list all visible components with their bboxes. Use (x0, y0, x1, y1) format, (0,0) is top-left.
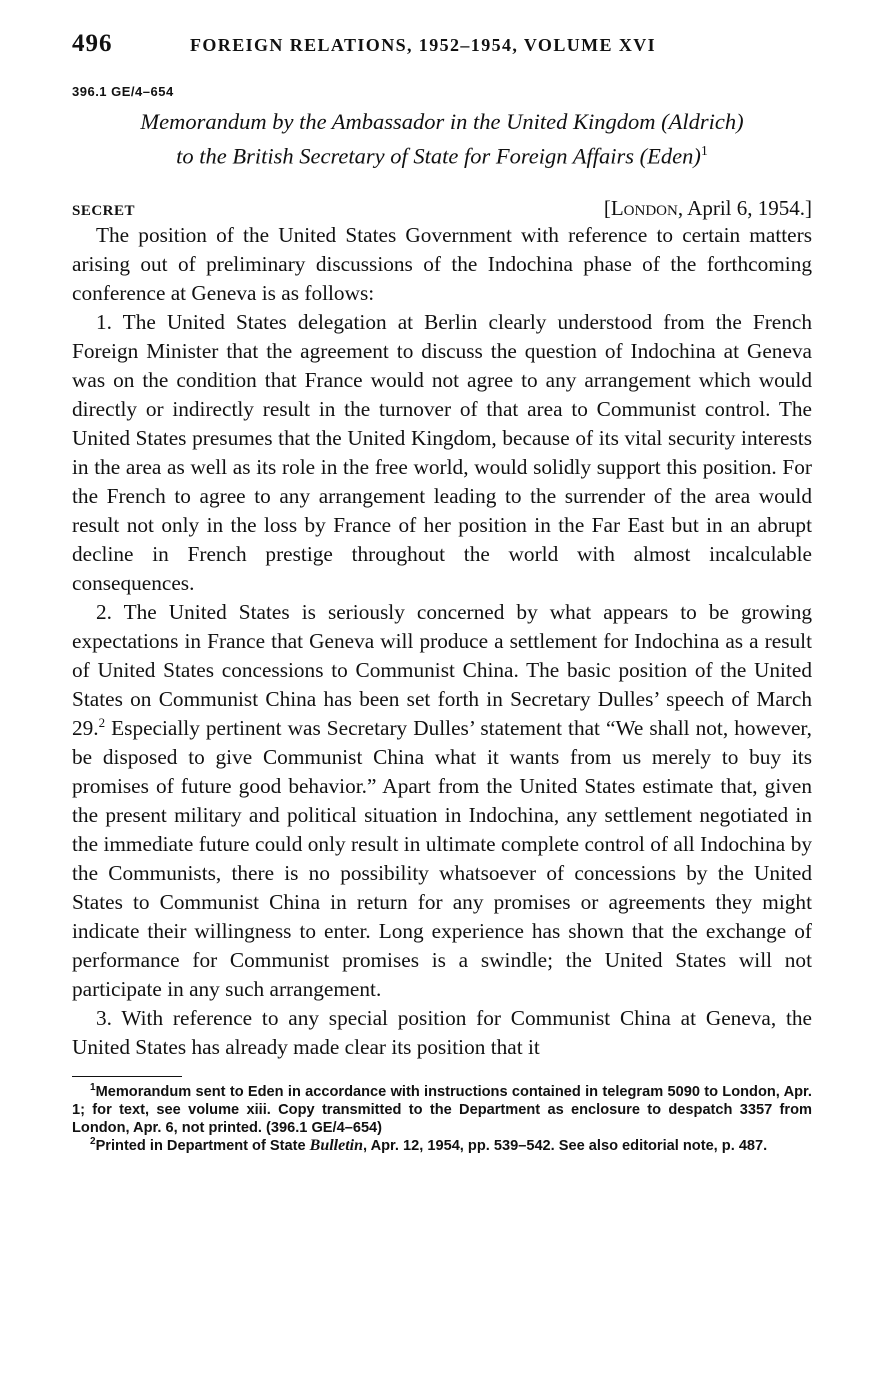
footnote-1-text: Memorandum sent to Eden in accordance with instructions contained in telegram 5090 to London, Apr. 1; for text, see volume xiii. Copy transmitted to the Department as enclosure to despatch 3357 from London, Apr. 6, not printed. (396.1 GE/4–654) (72, 1083, 812, 1136)
footnote-2-mark: 2 (90, 1135, 96, 1147)
footnote-2 (72, 1137, 812, 1155)
dateline-place: London (610, 195, 678, 220)
footnote-1 (72, 1083, 812, 1137)
file-reference: 396.1 GE/4–654 (72, 84, 174, 99)
paragraph-2-part-b: Especially pertinent was Secretary Dulles’ statement that “We shall not, however, be disposed to give Communist China what it wants from us merely to buy its promises of future good behavior.” Apart from the United States estimate that, given the present military and political situation in Indochina, any settlement negotiated in the immediate future could only result in ultimate complete control of all Indochina by the Communists, there is no possibility whatsoever of concessions by the United States to Communist China in return for any promises or agreements they might indicate their willingness to enter. Long experience has shown that the exchange of performance for Communist promises is a swindle; the United States will not participate in any such arrangement. (72, 715, 812, 1001)
title-footnote-ref: 1 (700, 144, 708, 159)
footnote-1-mark: 1 (90, 1081, 96, 1093)
footnote-2-post: , Apr. 12, 1954, pp. 539–542. See also editorial note, p. 487. (363, 1137, 768, 1154)
title-line-2 (72, 137, 812, 172)
running-head: FOREIGN RELATIONS, 1952–1954, VOLUME XVI (190, 35, 657, 55)
dateline-bracket: [ (603, 195, 611, 220)
paragraph-2-part-a: 2. The United States is seriously concerned by what appears to be growing expectations in France that Geneva will produce a settlement for Indochina as a result of United States concessions to Communist China. The basic position of the United States on Communist China has been set forth in Secretary Dulles’ speech of March 29. (72, 599, 812, 740)
paragraph-2-footnote-ref: 2 (98, 714, 106, 730)
title-line-1: Memorandum by the Ambassador in the United Kingdom (Aldrich) (140, 109, 744, 134)
paragraph-2 (72, 598, 812, 1004)
page-number: 496 (72, 30, 113, 57)
footnotes (72, 1083, 812, 1155)
intro-paragraph: The position of the United States Government with reference to certain matters arising out of preliminary discussions of the Indochina phase of the forthcoming conference at Geneva is as follows: (72, 222, 812, 305)
document-title (72, 107, 812, 172)
classification-row (72, 196, 812, 221)
memorandum-body (72, 221, 812, 1062)
footnote-2-pre: Printed in Department of State (95, 1137, 310, 1154)
footnote-2-italic: Bulletin (309, 1136, 363, 1154)
paragraph-1: 1. The United States delegation at Berlin clearly understood from the French Foreign Minister that the agreement to discuss the question of Indochina at Geneva was on the condition that France would not agree to any arrangement which would directly or indirectly result in the turnover of that area to Communist control. The United States presumes that the United Kingdom, because of its vital security interests in the area as well as its role in the free world, would solidly support this position. For the French to agree to any arrangement leading to the surrender of the area would result not only in the loss by France of her position in the Far East but in an abrupt decline in French prestige throughout the world with almost incalculable consequences. (72, 309, 812, 595)
classification-label: SECRET (72, 202, 136, 219)
document-page (72, 30, 812, 1155)
page-header (72, 30, 812, 70)
dateline (604, 196, 812, 221)
footnote-divider (72, 1076, 182, 1077)
title-line-2-text: to the British Secretary of State for Foreign Affairs (Eden) (176, 143, 701, 169)
paragraph-3: 3. With reference to any special position for Communist China at Geneva, the United States has already made clear its position that it (72, 1005, 812, 1059)
dateline-date: , April 6, 1954.] (677, 195, 812, 220)
